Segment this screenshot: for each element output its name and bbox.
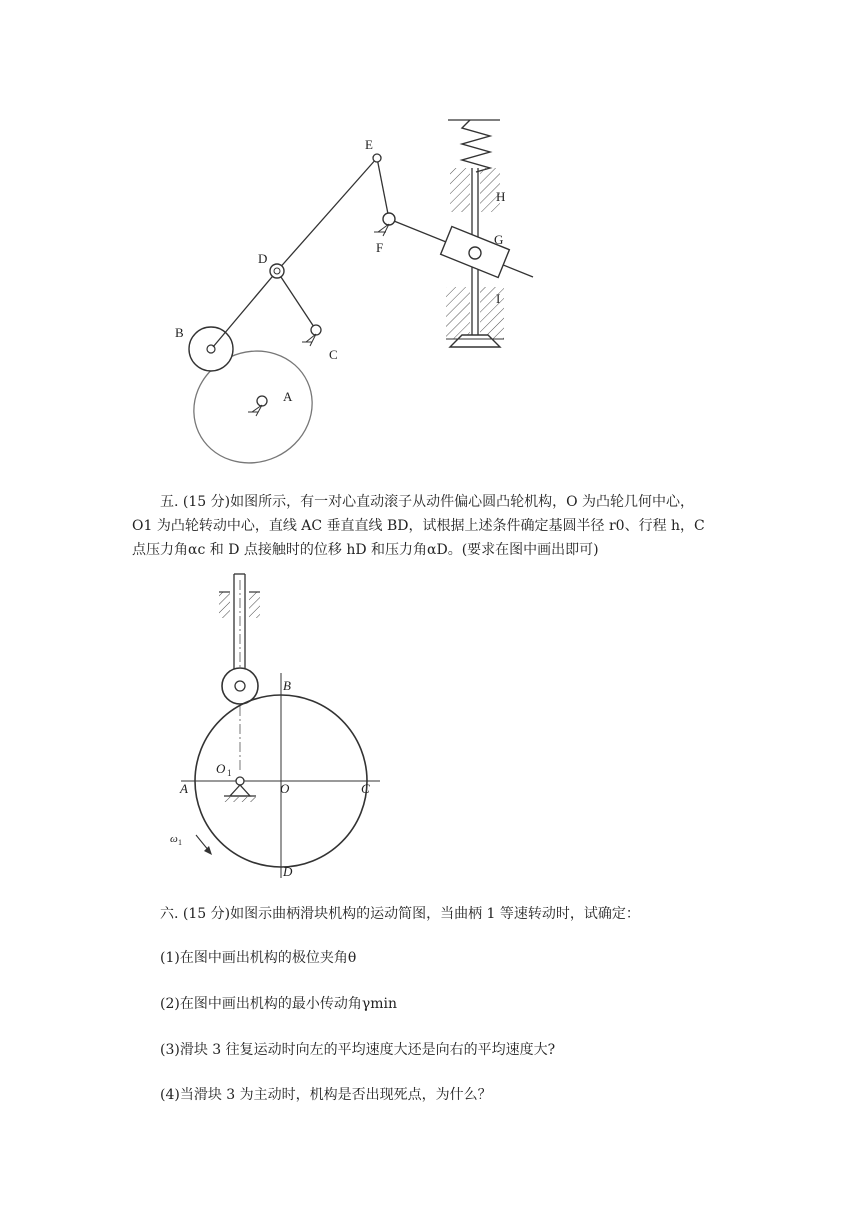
- problem-5-line-3: 点压力角αc 和 D 点接触时的位移 hD 和压力角αD。(要求在图中画出即可): [132, 542, 599, 558]
- label-o: O: [280, 781, 290, 796]
- problem-5-line-2: O1 为凸轮转动中心，直线 AC 垂直直线 BD，试根据上述条件确定基圆半径 r0、行程 h，C: [132, 518, 705, 534]
- link-bd: [213, 271, 277, 347]
- spring: [462, 120, 490, 172]
- link-de: [277, 158, 377, 271]
- problem-6-title-text: 六. (15 分)如图示曲柄滑块机构的运动简图，当曲柄 1 等速转动时，试确定：: [160, 906, 640, 922]
- problem-5-line-1: 五. (15 分)如图所示，有一对心直动滚子从动件偏心圆凸轮机构，O 为凸轮几何中心，: [160, 494, 695, 510]
- link-dc: [277, 271, 316, 330]
- label-g: G: [494, 232, 504, 247]
- label-c2: C: [361, 781, 370, 796]
- label-b: B: [175, 325, 184, 340]
- label-d2: D: [283, 864, 293, 879]
- problem-5-text: [132, 490, 705, 562]
- problem-6-item-1: [160, 946, 356, 970]
- figure-eccentric-cam: [160, 570, 390, 890]
- label-b2: B: [283, 678, 291, 693]
- label-f: F: [376, 240, 384, 255]
- problem-6-item-3-text: (3)滑块 3 往复运动时向左的平均速度大还是向右的平均速度大?: [160, 1042, 556, 1058]
- label-a2: A: [180, 781, 188, 796]
- label-o1: O: [216, 761, 226, 776]
- problem-6-title: [160, 902, 640, 926]
- label-a: A: [283, 389, 293, 404]
- problem-6-item-2: [160, 992, 397, 1016]
- problem-6-item-4: [160, 1083, 492, 1107]
- label-omega: ω: [170, 833, 178, 845]
- label-o1-sub: 1: [227, 768, 232, 778]
- label-e: E: [365, 137, 373, 152]
- problem-6-item-4-text: (4)当滑块 3 为主动时，机构是否出现死点，为什么？: [160, 1087, 492, 1103]
- label-d: D: [258, 251, 268, 266]
- problem-6-item-1-text: (1)在图中画出机构的极位夹角θ: [160, 950, 357, 966]
- problem-6-item-3: [160, 1038, 555, 1062]
- problem-6-item-2-text: (2)在图中画出机构的最小传动角γmin: [160, 996, 397, 1012]
- label-omega-sub: 1: [178, 838, 182, 847]
- label-i: I: [496, 291, 501, 306]
- label-h: H: [496, 189, 506, 204]
- figure-valve-linkage: [150, 110, 550, 480]
- link-ef: [377, 158, 389, 219]
- label-c: C: [329, 347, 338, 362]
